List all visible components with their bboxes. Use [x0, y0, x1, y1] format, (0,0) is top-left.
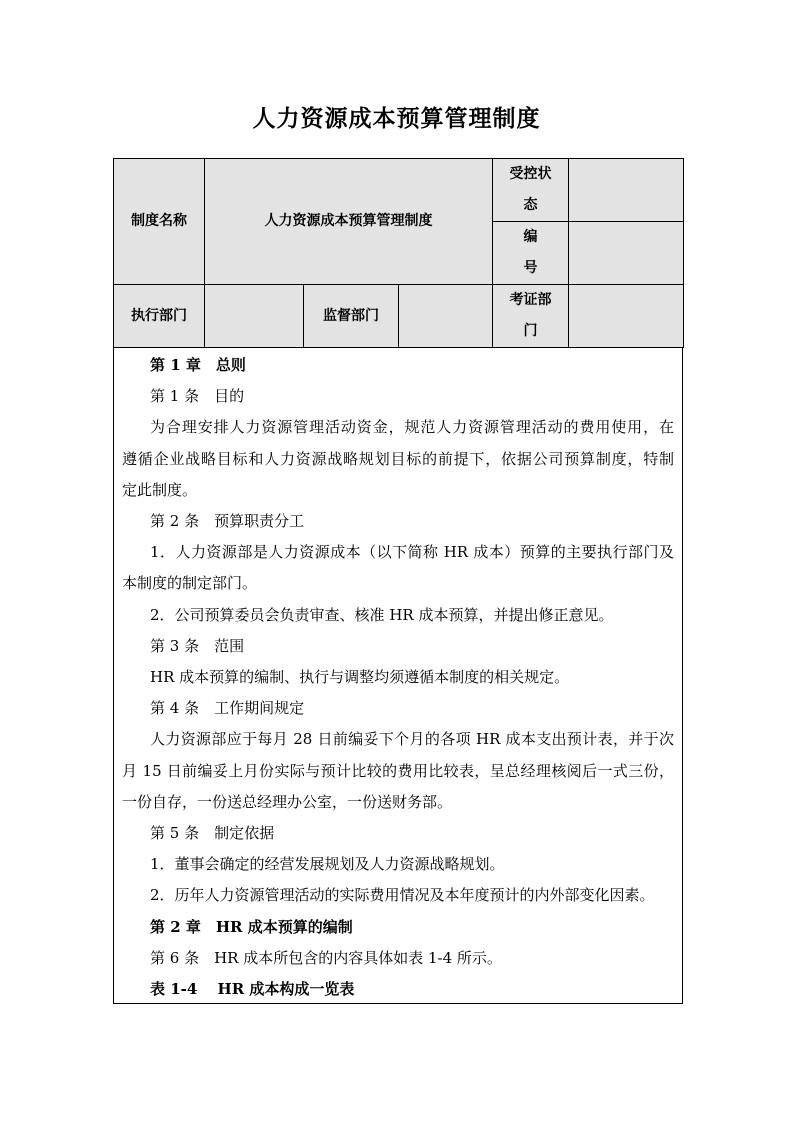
paragraph-line: 定此制度。	[122, 481, 198, 499]
exec-dept-label: 执行部门	[114, 285, 205, 348]
paragraph-line: 1．人力资源部是人力资源成本（以下简称 HR 成本）预算的主要执行部门及	[150, 543, 674, 561]
exam-dept-label-line1: 考证部	[509, 292, 552, 308]
regulation-name-value: 人力资源成本预算管理制度	[205, 159, 493, 285]
table-caption: 表 1-4 HR 成本构成一览表	[150, 980, 355, 998]
regulation-body	[113, 348, 683, 1004]
exec-dept-value	[205, 285, 304, 348]
paragraph-line: HR 成本预算的编制、执行与调整均须遵循本制度的相关规定。	[150, 668, 570, 686]
control-status-value	[569, 159, 684, 222]
paragraph-line: 月 15 日前编妥上月份实际与预计比较的费用比较表，呈总经理核阅后一式三份，	[122, 762, 674, 780]
article-3-heading: 第 3 条 范围	[150, 637, 245, 655]
paragraph-line: 本制度的制定部门。	[122, 574, 258, 592]
article-1-heading: 第 1 条 目的	[150, 387, 245, 405]
paragraph-line: 2．公司预算委员会负责审查、核准 HR 成本预算，并提出修正意见。	[150, 606, 614, 624]
regulation-name-label: 制度名称	[114, 159, 205, 285]
exam-dept-value	[569, 285, 684, 348]
paragraph-line: 一份自存，一份送总经理办公室，一份送财务部。	[122, 793, 453, 811]
chapter-2-heading: 第 2 章 HR 成本预算的编制	[150, 918, 353, 936]
chapter-1-heading: 第 1 章 总则	[150, 356, 246, 374]
document-title: 人力资源成本预算管理制度	[252, 105, 541, 132]
supervise-dept-label: 监督部门	[304, 285, 399, 348]
article-4-heading: 第 4 条 工作期间规定	[150, 699, 305, 717]
header-table	[113, 158, 684, 348]
supervise-dept-value	[399, 285, 493, 348]
number-label	[493, 222, 569, 285]
exam-dept-label-line2: 门	[523, 323, 538, 339]
control-status-label-line2: 态	[523, 197, 538, 213]
paragraph-line: 2．历年人力资源管理活动的实际费用情况及本年度预计的内外部变化因素。	[150, 886, 655, 904]
article-6-heading: 第 6 条 HR 成本所包含的内容具体如表 1-4 所示。	[150, 949, 502, 967]
article-2-heading: 第 2 条 预算职责分工	[150, 512, 305, 530]
paragraph-line: 遵循企业战略目标和人力资源战略规划目标的前提下，依据公司预算制度，特制	[122, 450, 674, 468]
number-label-line1: 编	[523, 229, 538, 245]
paragraph-line: 1．董事会确定的经营发展规划及人力资源战略规划。	[150, 855, 505, 873]
control-status-label	[493, 159, 569, 222]
number-label-line2: 号	[523, 260, 538, 276]
paragraph-line: 为合理安排人力资源管理活动资金，规范人力资源管理活动的费用使用，在	[150, 418, 674, 436]
paragraph-line: 人力资源部应于每月 28 日前编妥下个月的各项 HR 成本支出预计表，并于次	[150, 730, 674, 748]
number-value	[569, 222, 684, 285]
control-status-label-line1: 受控状	[509, 166, 552, 182]
exam-dept-label	[493, 285, 569, 348]
article-5-heading: 第 5 条 制定依据	[150, 824, 275, 842]
